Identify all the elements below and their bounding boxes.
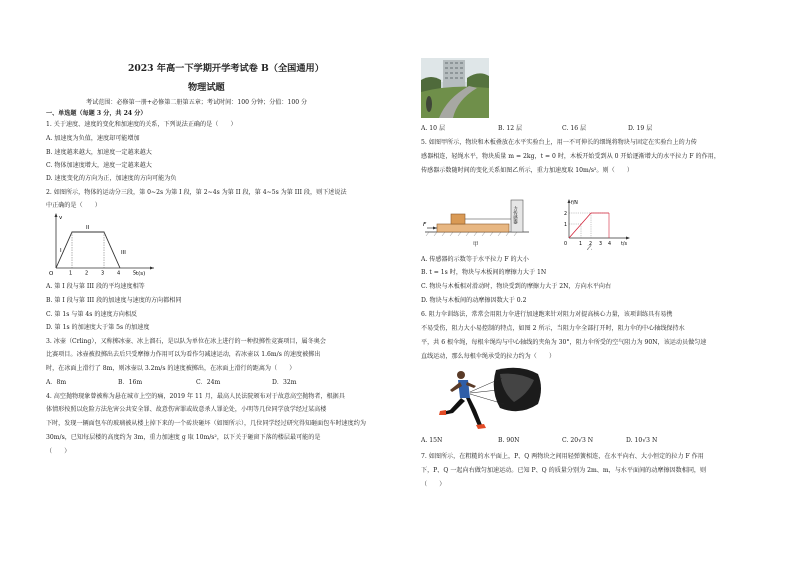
q6-line4: 直线运动，那么每根伞绳承受的拉力约为（ ）: [421, 353, 556, 360]
q5-graph-y2: 2: [564, 212, 568, 217]
q5-line2: 感器相连，轻绳水平，物块质量 m = 2kg，t = 0 时，木板开始受到从 0 开始逐渐增大的水平拉力 F 的作用，: [421, 153, 720, 160]
q4-line5: （ ）: [46, 448, 71, 455]
q4-option-d: D. 19 层: [628, 125, 653, 132]
q3-option-b: B．16m: [118, 379, 143, 386]
q6-line1: 6. 阻力伞训练法，常常会用阻力伞进行加速跑来针对阻力对提高核心力量，该项训练具有易携: [421, 311, 673, 318]
q2-graph-ylabel: v: [59, 215, 63, 221]
q6-line2: 不易受伤，阻力大小易控制的特点，如图 2 所示，当阻力伞全部打开时，阻力伞的中心轴线保持水: [421, 325, 685, 332]
q5-caption-jia: 甲: [473, 242, 479, 248]
q5-graph-xlabel: t/s: [621, 242, 627, 247]
q6-option-d: D. 10√3 N: [626, 437, 658, 444]
q5-graph-origin: 0: [564, 242, 568, 247]
q3-line1: 3. 冰壶（Crling），又称掷冰壶、冰上溜石，是以队为单位在冰上进行的一种投掷性竞赛项目，属冬奥会: [46, 338, 326, 345]
exam-subject: 物理试题: [188, 82, 225, 93]
q5-option-a: A. 传感器的示数等于水平拉力 F 的大小: [421, 256, 529, 263]
q5-graph-ylabel: f/N: [571, 201, 578, 206]
q1-option-c: C. 物体加速度增大，速度一定越来越大: [46, 162, 152, 169]
q4-building-photo: [421, 58, 489, 118]
q2-tick-5: 5: [133, 270, 137, 276]
q4-line3: 下时，发现一辆面包车的玻璃被从楼上掉下来的一个砖块砸坏（如图所示），几位同学经过研究得知砸面包车时速度约为: [46, 420, 366, 427]
q2-tick-4: 4: [117, 270, 121, 276]
q2-tick-3: 3: [101, 270, 105, 276]
q4-line4: 30m/s，已知每层楼的高度约为 3m，重力加速度 g 取 10m/s²，以下关于砸窗下落的楼层最可能的是: [46, 434, 321, 441]
q4-line1: 4. 高空抛物现象曾被称为悬在城市上空的痛，2019 年 11 月，最高人民法院颁布对于故意高空抛物者，根据具: [46, 393, 345, 400]
q3-option-d: D．32m: [272, 379, 297, 386]
q4-option-a: A. 10 层: [421, 125, 446, 132]
q6-option-c: C. 20√3 N: [562, 437, 594, 444]
q5-tick-2: 2: [589, 242, 593, 247]
section-heading: 一、单选题（每题 3 分，共 24 分）: [46, 110, 147, 117]
q5-tick-4: 4: [608, 242, 612, 247]
q2-option-c: C. 第 1s 与第 4s 的速度方向相反: [46, 311, 138, 318]
q5-line1: 5. 如图甲所示，物块和木板叠放在水平实验台上，用一不可伸长的细绳将物块与固定在实验台上的力传: [421, 139, 697, 146]
q7-line2: 下，P、Q 一起向右做匀加速运动。已知 P、Q 的质量分别为 2m、m，与水平面间的动摩擦因数相同，则: [421, 467, 707, 474]
q1-option-d: D. 速度变化的方向为正，加速度的方向可能为负: [46, 175, 177, 182]
q1-option-a: A. 加速度为负值，速度却可能增加: [46, 135, 140, 142]
q5-force-label: F: [423, 222, 427, 228]
q5-tick-1: 1: [579, 242, 583, 247]
q5-option-b: B. t = 1s 时，物块与木板间的摩擦力大于 1N: [421, 269, 547, 276]
q2-seg-i: I: [60, 248, 62, 254]
q2-vt-graph: [46, 210, 158, 276]
q2-tick-2: 2: [85, 270, 89, 276]
q1-option-b: B. 速度越来越大，加速度一定越来越大: [46, 149, 152, 156]
q3-option-a: A．8m: [46, 379, 67, 386]
q4-option-c: C. 16 层: [562, 125, 587, 132]
exam-info: 考试范围：必修第一册+必修第二册第五章；考试时间：100 分钟；分值：100 分: [86, 99, 308, 106]
q2-seg-ii: II: [86, 225, 90, 231]
q2-stem-line1: 2. 如图所示，物体的运动分三段，第 0~2s 为第 I 段，第 2~4s 为第 II 段，第 4~5s 为第 III 段，则下述说法: [46, 189, 347, 196]
q5-line3: 传感器示数随时间的变化关系如图乙所示，重力加速度取 10m/s²。则（ ）: [421, 167, 633, 174]
q4-line2: 体情形按照以危险方法危害公共安全罪、故意伤害罪或故意杀人罪论处，小明等几位同学放学经过某高楼: [46, 406, 327, 413]
exam-title: 2023 年高一下学期开学考试卷 B（全国通用）: [128, 63, 324, 74]
q5-tick-3: 3: [599, 242, 603, 247]
q2-stem-line2: 中正确的是（ ）: [46, 202, 101, 209]
q5-figure-yi: [561, 196, 633, 250]
q7-line1: 7. 如图所示，在粗糙的水平面上，P、Q 两物块之间用轻弹簧相连，在水平向右、大小恒定的拉力 F 作用: [421, 453, 704, 460]
q6-option-b: B. 90N: [498, 437, 520, 444]
q1-stem: 1. 关于速度、速度的变化和加速度的关系，下列说法正确的是（ ）: [46, 121, 237, 128]
q2-seg-iii: III: [121, 250, 126, 256]
q5-option-c: C. 物块与木板相对滑动时，物块受到的摩擦力大于 2N，方向水平向右: [421, 283, 612, 290]
q2-option-d: D. 第 1s 的加速度大于第 5s 的加速度: [46, 324, 150, 331]
q5-caption-yi: 乙: [587, 246, 593, 250]
q2-option-a: A. 第 I 段与第 III 段的平均速度相等: [46, 283, 145, 290]
q4-option-b: B. 12 层: [498, 125, 523, 132]
q3-line2: 比赛项目。冰壶被投掷出去后只受摩擦力作用可以为看作匀减速运动，若冰壶以 1.6m/s 的速度被掷出: [46, 351, 321, 358]
q5-graph-y1: 1: [564, 223, 568, 228]
q2-tick-1: 1: [69, 270, 73, 276]
q3-line3: 时，在冰面上滑行了 8m，则冰壶以 3.2m/s 的速度被掷出，在冰面上滑行的距离为（ ）: [46, 365, 296, 372]
q6-line3: 平，共 6 根伞绳，每根伞绳均与中心轴线的夹角为 30°，阻力伞所受的空气阻力为 90N，该运动员做匀速: [421, 339, 707, 346]
q6-option-a: A. 15N: [421, 437, 443, 444]
q5-figure-jia: [421, 190, 533, 248]
q3-option-c: C．24m: [196, 379, 221, 386]
q2-graph-xlabel: t(s): [136, 271, 146, 276]
q2-option-b: B. 第 I 段与第 III 段的加速度与速度的方向都相同: [46, 297, 182, 304]
q5-option-d: D. 物块与木板间的动摩擦因数大于 0.2: [421, 297, 527, 304]
q2-graph-origin: O: [49, 271, 54, 276]
q5-sensor-label: 力传感器: [512, 206, 518, 224]
q7-line3: （ ）: [421, 481, 446, 488]
q6-runner-parachute: [434, 364, 546, 434]
